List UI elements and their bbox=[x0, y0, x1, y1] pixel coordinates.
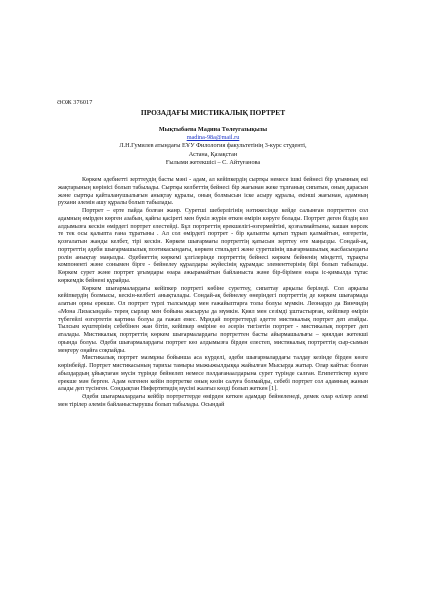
author-name: Мықтыбаева Мадина Төлеугазықызы bbox=[158, 126, 268, 133]
paragraph-1: Көркем әдебиетті зерттеудің басты мәні - адам, ал кейіпкердің сыртқы немесе ішкі бейнесі бір ұғымның екі жақтарының көрінісі болып табылады. Сыртқы келбеттің бейнесі бір жағынан жеке тұлғаның сипатын, оның дарасын және сыртқы қайталанушылығын анықтау құралы, оның болмысын іске асыру құралы, екінші жағынан, адамның рухани әлемін ашу құралы болып табылады. bbox=[58, 177, 368, 207]
author-location: Астана, Қазақстан bbox=[188, 150, 238, 158]
paragraph-5: Әдеби шығармалардағы кейбір портреттерде өмірден кеткен адамдар бейнеленеді, демек олар өлілер әлемі мен тірілер әлемін байланыстырушы болып табылады. Осындай bbox=[58, 394, 368, 408]
paragraph-4: Мистикалық портрет мазмұны бойынша аса күрделі, әдеби шығармалардағы талдау кезінде бірден көзге көрінбейді. Портрет мистикасының тарихы тамыры мыжыжылдыққа жайылған Мысырда жатыр. Олар кайтыс болған абыздардың ұйықтаған мүсін түрінде бейнелеп немесе пәлдағанаалдарына сурет түрінде салған. Египеттіктер күнге ерекше мән берген. Адам өлгенен кейін портретке оның көзін салуға болмайды, себебі портрет сол адамның жанын алады деп түсінген. Сондықтан Нифертитидің мүсіні жалғыз көзді болып жеткен [1]. bbox=[58, 355, 368, 393]
udk-code: ӘОЖ 376017 bbox=[57, 99, 93, 106]
scientific-supervisor: Ғылыми жетекшісі – С. Айтуғанова bbox=[165, 158, 261, 166]
author-block bbox=[58, 126, 368, 167]
paper-body bbox=[58, 177, 368, 410]
author-email-link[interactable]: madina-98a@mail.ru bbox=[186, 134, 240, 142]
paragraph-2: Портрет – ерте пайда болған жанр. Суретші шеберлігінің нәтижесінде кейде салынған портреттен сол адамның өмірден көрген азабын, қайғы қасіреті мен бүкіл жүрін өткен өмірін көруге болады. Портрет деген біздің көз алдымызға кескін өмірдегі портрет елестейді. Бұл портреттің ерекшелігі-өзгермейтіні, қозғалмайтыны, кашан көрсек те тек осы қалыпта ғана тұратыны . Ал сол өмірдегі портрет - бір қалыпты қатып тұрып қалмайтын, өзгеретін, қозғалатын жанды келбет, тірі кескін. Көркем шығармағы портреттің қатысын зерттеу өте маңызды. Сондай-ақ, портреттің әдеби шығармашылық поэтикасындағы, көркем стильдегі және суретшінің шығармашылық жасбасындағы ролін анықтау маңызды. Әдебиеттің көркемі ұлгілерінде портреттің бейнесі көркем бейненің міндетті, тұрақты компоненті және сонымен бірге - бейнелеу құралдары жүйесінің құрамдас элементтерінің бірі болып табылады. Көркем сурет және портрет ұғымдары өзара әжырамайтын байланыста және бір-бірімен өзара іс-қимылда тұтас көркемдік бейнені құрайды. bbox=[58, 208, 368, 284]
author-affiliation: Л.Н.Гумилев атындағы ЕҰУ Филология факультетінің 3-курс студенті, bbox=[119, 142, 307, 150]
paper-title: ПРОЗАДАҒЫ МИСТИКАЛЫҚ ПОРТРЕТ bbox=[140, 108, 286, 117]
paragraph-3: Көркем шығармалардағы кейіпкер портреті көбіне суреттеу, сипаттау арқылы беріледі. Сол арқылы кейіпкердің болмысы, кескін-келбеті анықталады. Сондай-ақ бейнелеу өнеріндегі портреттің де көркем шығармада алатын орны ерекше. Ол портрет түрлі тылсымдар мен ғажайыптарға толы болуы мүмкін. Леонардо да Винчидің «Мона Лизасындай» терең сырлар мен бойына жасыруы да мүмкін. Қиял мен сезімді ұштастырған, кейіпкер өмірін түбегейлі өзгертетін картина болуы да ғажап емес. Мұндай портреттерді әдетте мистикалық портрет деп атайды. Тылсым күштерінің себебінен жан бітіп, кейіпкер өміріне өз әсерін тигізетін портрет - мистикалық портрет деп аталады. Мистикалық портреттің көркем шығармалардағы портреттен басты айырмашылығы – қиялдан жетекші орында болуы. Әдеби шығармалардағы портрет көз алдымызға бірден елестеп, мистикалық портреттің сыр-сымын меңгеру оңайға соқпайды. bbox=[58, 285, 368, 354]
